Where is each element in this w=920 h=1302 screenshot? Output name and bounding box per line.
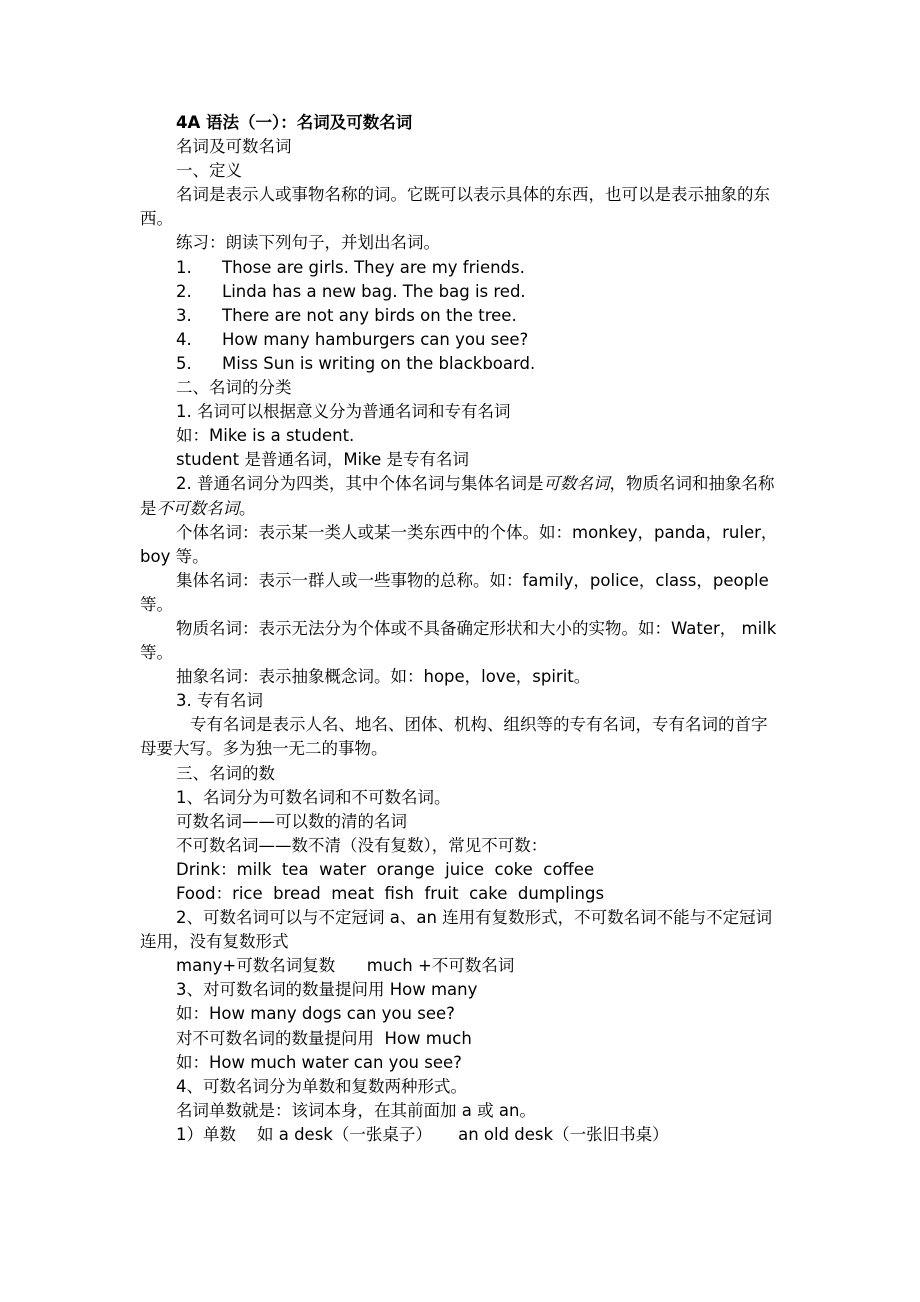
exercise-list xyxy=(140,256,782,376)
document-subtitle: 名词及可数名词 xyxy=(176,137,292,157)
document-body xyxy=(140,111,782,1147)
number-line-10: 4、可数名词分为单数和复数两种形式。 xyxy=(176,1076,467,1096)
individual-noun-paragraph: 个体名词：表示某一类人或某一类东西中的个体。如：monkey，panda，ruler，boy 等。 xyxy=(140,522,778,566)
uncountable-term: 不可数名词 xyxy=(156,498,239,518)
list-item-text: Those are girls. They are my friends. xyxy=(222,257,525,277)
list-item xyxy=(140,280,782,304)
number-line-2: 可数名词——可以数的清的名词 xyxy=(176,811,407,831)
list-item xyxy=(140,256,782,280)
proper-noun-paragraph: 专有名词是表示人名、地名、团体、机构、组织等的专有名词，专有名词的首字母要大写。多为独一无二的事物。 xyxy=(140,715,768,759)
classification-note: student 是普通名词，Mike 是专有名词 xyxy=(176,450,470,470)
point-2-start: 2. 普通名词分为四类，其中个体名词与集体名词是 xyxy=(176,474,544,494)
definition-paragraph: 名词是表示人或事物名称的词。它既可以表示具体的东西，也可以是表示抽象的东西。 xyxy=(140,185,770,229)
drink-examples: Drink：milk tea water orange juice coke coffee xyxy=(176,859,595,879)
classification-example: 如：Mike is a student. xyxy=(176,426,355,446)
classification-point-2 xyxy=(140,472,782,520)
number-line-11: 名词单数就是：该词本身，在其前面加 a 或 an。 xyxy=(176,1100,536,1120)
list-item-text: Miss Sun is writing on the blackboard. xyxy=(222,353,536,373)
number-line-12: 1）单数 如 a desk（一张桌子） an old desk（一张旧书桌） xyxy=(176,1124,669,1144)
point-2-middle: ，物质名词和抽象名称是 xyxy=(140,474,775,518)
list-item-number: 2. xyxy=(176,281,192,301)
list-item xyxy=(140,304,782,328)
list-item xyxy=(140,352,782,376)
abstract-noun-paragraph: 抽象名词：表示抽象概念词。如：hope，love，spirit。 xyxy=(176,667,591,687)
list-item xyxy=(140,328,782,352)
food-examples: Food：rice bread meat fish fruit cake dumplings xyxy=(176,884,605,903)
document-title: 4A 语法（一）：名词及可数名词 xyxy=(176,113,413,132)
number-line-5: many+可数名词复数 much +不可数名词 xyxy=(176,956,515,976)
point-2-end: 。 xyxy=(239,498,256,518)
list-item-text: There are not any birds on the tree. xyxy=(222,305,517,325)
list-item-number: 5. xyxy=(176,353,192,373)
list-item-number: 1. xyxy=(176,257,192,277)
number-line-9: 如：How much water can you see? xyxy=(176,1052,462,1072)
classification-point-3: 3. 专有名词 xyxy=(176,691,263,711)
list-item-number: 3. xyxy=(176,305,192,325)
number-line-4: 2、可数名词可以与不定冠词 a、an 连用有复数形式，不可数名词不能与不定冠词连用，没有复数形式 xyxy=(140,908,773,952)
material-noun-paragraph: 物质名词：表示无法分为个体或不具备确定形状和大小的实物。如：Water， milk 等。 xyxy=(140,618,777,663)
number-line-7: 如：How many dogs can you see? xyxy=(176,1004,455,1024)
number-line-8: 对不可数名词的数量提问用 How much xyxy=(176,1028,472,1048)
number-line-6: 3、对可数名词的数量提问用 How many xyxy=(176,980,478,1000)
list-item-text: How many hamburgers can you see? xyxy=(222,329,529,349)
classification-point-1: 1. 名词可以根据意义分为普通名词和专有名词 xyxy=(176,402,511,422)
list-item-number: 4. xyxy=(176,329,192,349)
exercise-instruction: 练习：朗读下列句子，并划出名词。 xyxy=(176,233,440,253)
section-heading-number: 三、名词的数 xyxy=(176,763,275,783)
number-line-3: 不可数名词——数不清（没有复数），常见不可数： xyxy=(176,835,548,855)
list-item-text: Linda has a new bag. The bag is red. xyxy=(222,281,526,301)
number-line-1: 1、名词分为可数名词和不可数名词。 xyxy=(176,787,451,807)
section-heading-classification: 二、名词的分类 xyxy=(176,378,292,398)
section-heading-definition: 一、定义 xyxy=(176,161,242,181)
countable-term: 可数名词 xyxy=(543,474,610,494)
collective-noun-paragraph: 集体名词：表示一群人或一些事物的总称。如：family，police，class，people 等。 xyxy=(140,570,769,614)
